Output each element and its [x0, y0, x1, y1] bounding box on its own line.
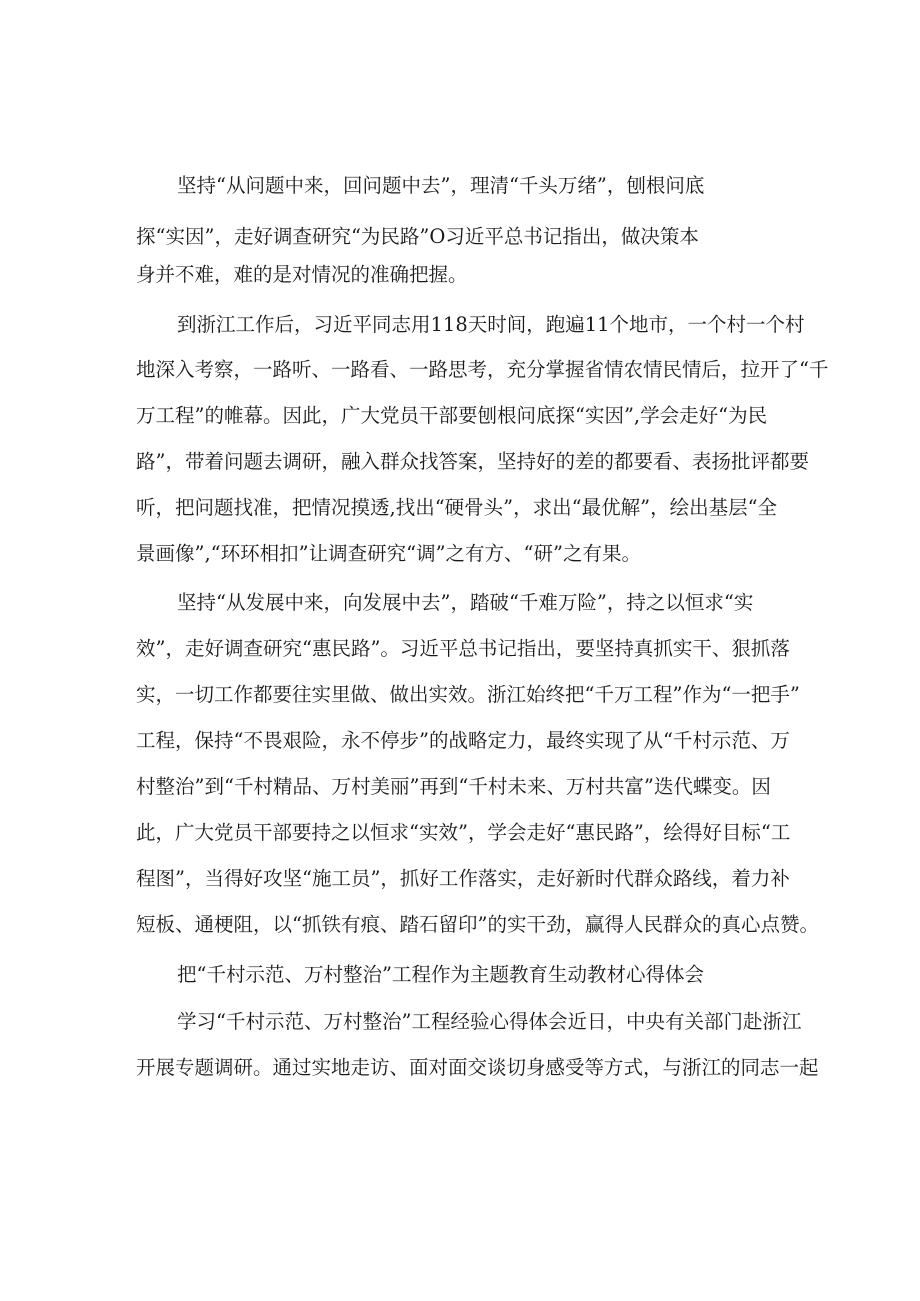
text-line: 工程，保持“不畏艰险，永不停步”的战略定力，最终实现了从“千村示范、万 [136, 729, 790, 752]
text-line: 坚持“从发展中来，向发展中去”，踏破“千难万险”，持之以恒求“实 [177, 591, 754, 614]
text-line: 学习“千村示范、万村整治”工程经验心得体会近日，中央有关部门赴浙江 [177, 1010, 802, 1033]
text-line: 到浙江工作后，习近平同志用118天时间，跑遍11个地市，一个村一个村 [177, 313, 805, 336]
text-line: 听，把问题找准，把情况摸透,找出“硬骨头”，求出“最优解”，绘出基层“全 [136, 496, 778, 519]
text-line: 探“实因”，走好调查研究“为民路”O习近平总书记指出，做决策本 [136, 225, 699, 248]
text-line: 此，广大党员干部要持之以恒求“实效”，学会走好“惠民路”，绘得好目标“工 [136, 821, 791, 844]
text-line: 景画像”,“环环相扣”让调查研究“调”之有方、“研”之有果。 [136, 542, 641, 565]
text-line: 短板、通梗阻，以“抓铁有痕、踏石留印”的实干劲，赢得人民群众的真心点赞。 [136, 913, 819, 936]
text-line: 路”，带着问题去调研，融入群众找答案，坚持好的差的都要看、表扬批评都要 [136, 450, 809, 473]
text-line: 效”，走好调查研究“惠民路”。习近平总书记指出，要坚持真抓实干、狠抓落 [136, 637, 790, 660]
text-line: 坚持“从问题中来，回问题中去”，理清“千头万绪”，刨根问底 [177, 174, 705, 197]
text-line: 万工程”的帷幕。因此，广大党员干部要刨根问底探“实因”,学会走好“为民 [136, 404, 768, 427]
text-line: 身并不难，难的是对情况的准确把握。 [136, 263, 468, 286]
text-line: 实，一切工作都要往实里做、做出实效。浙江始终把“千万工程”作为“一把手” [136, 683, 800, 706]
text-line: 村整治”到“千村精品、万村美丽”再到“千村未来、万村共富”迭代蝶变。因 [136, 775, 771, 798]
section-heading: 把“千村示范、万村整治”工程作为主题教育生动教材心得体会 [177, 963, 704, 986]
text-line: 开展专题调研。通过实地走访、面对面交谈切身感受等方式，与浙江的同志一起 [136, 1056, 819, 1079]
text-line: 地深入考察，一路听、一路看、一路思考，充分掌握省情农情民情后，拉开了“千 [136, 358, 829, 381]
text-line: 程图”，当得好攻坚“施工员”，抓好工作落实，走好新时代群众路线，着力补 [136, 867, 790, 890]
